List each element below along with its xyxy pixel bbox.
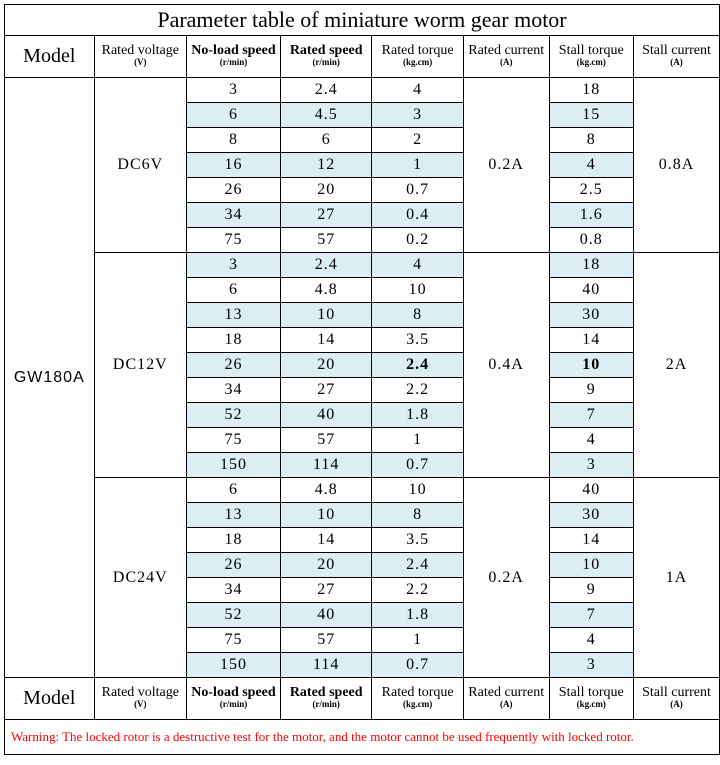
stall-torque-cell: 40 — [549, 478, 633, 503]
rated-torque-cell: 0.7 — [372, 653, 463, 678]
header-col-5 — [549, 678, 633, 720]
stall-torque-cell: 14 — [549, 528, 633, 553]
model-cell: GW180A — [5, 78, 95, 678]
rated-torque-cell: 0.2 — [372, 228, 463, 253]
no-load-speed-cell: 34 — [187, 203, 281, 228]
rated-speed-cell: 6 — [280, 128, 372, 153]
header-col-2 — [280, 36, 372, 78]
header-col-2 — [280, 678, 372, 720]
no-load-speed-cell: 75 — [187, 228, 281, 253]
stall-torque-cell: 10 — [549, 353, 633, 378]
header-unit: (A) — [499, 57, 513, 67]
header-label: Rated speed — [289, 685, 363, 700]
rated-speed-cell: 40 — [280, 403, 372, 428]
header-col-6 — [633, 36, 719, 78]
stall-torque-cell: 30 — [549, 503, 633, 528]
no-load-speed-cell: 8 — [187, 128, 281, 153]
rated-speed-cell: 20 — [280, 178, 372, 203]
no-load-speed-cell: 6 — [187, 278, 281, 303]
no-load-speed-cell: 26 — [187, 553, 281, 578]
no-load-speed-cell: 34 — [187, 378, 281, 403]
rated-torque-cell: 1 — [372, 428, 463, 453]
header-unit: (r/min) — [312, 699, 340, 709]
rated-speed-cell: 20 — [280, 553, 372, 578]
no-load-speed-cell: 6 — [187, 478, 281, 503]
rated-torque-cell: 3.5 — [372, 528, 463, 553]
rated-speed-cell: 27 — [280, 578, 372, 603]
header-unit: (r/min) — [312, 57, 340, 67]
rated-torque-cell: 0.4 — [372, 203, 463, 228]
header-col-1 — [187, 36, 281, 78]
stall-torque-cell: 4 — [549, 153, 633, 178]
header-col-6 — [633, 678, 719, 720]
stall-current-cell: 1A — [633, 478, 719, 678]
header-col-0 — [94, 36, 186, 78]
no-load-speed-cell: 52 — [187, 403, 281, 428]
table-row — [5, 78, 720, 103]
footer-header-row — [5, 678, 720, 720]
stall-torque-cell: 8 — [549, 128, 633, 153]
rated-torque-cell: 2.2 — [372, 578, 463, 603]
header-label: No-load speed — [191, 43, 276, 58]
rated-torque-cell: 10 — [372, 278, 463, 303]
rated-speed-cell: 57 — [280, 228, 372, 253]
no-load-speed-cell: 150 — [187, 453, 281, 478]
header-label: Rated current — [468, 685, 545, 700]
rated-torque-cell: 3.5 — [372, 328, 463, 353]
no-load-speed-cell: 52 — [187, 603, 281, 628]
stall-torque-cell: 1.6 — [549, 203, 633, 228]
header-unit: (A) — [499, 699, 513, 709]
stall-torque-cell: 40 — [549, 278, 633, 303]
rated-voltage-cell: DC6V — [94, 78, 186, 253]
warning-text: Warning: The locked rotor is a destructive test for the motor, and the motor cannot be used frequently with locked rotor. — [5, 720, 720, 755]
stall-torque-cell: 4 — [549, 428, 633, 453]
rated-torque-cell: 4 — [372, 78, 463, 103]
rated-torque-cell: 1 — [372, 628, 463, 653]
rated-speed-cell: 27 — [280, 378, 372, 403]
rated-torque-cell: 8 — [372, 503, 463, 528]
no-load-speed-cell: 18 — [187, 328, 281, 353]
header-unit: (A) — [670, 699, 683, 709]
no-load-speed-cell: 26 — [187, 178, 281, 203]
stall-torque-cell: 4 — [549, 628, 633, 653]
header-label: Rated voltage — [101, 685, 179, 700]
rated-torque-cell: 0.7 — [372, 178, 463, 203]
rated-speed-cell: 2.4 — [280, 253, 372, 278]
stall-torque-cell: 15 — [549, 103, 633, 128]
warning-row — [5, 720, 720, 755]
rated-current-cell: 0.2A — [463, 478, 549, 678]
table-row — [5, 253, 720, 278]
stall-torque-cell: 18 — [549, 78, 633, 103]
stall-torque-cell: 3 — [549, 653, 633, 678]
no-load-speed-cell: 6 — [187, 103, 281, 128]
rated-torque-cell: 10 — [372, 478, 463, 503]
rated-speed-cell: 57 — [280, 628, 372, 653]
rated-speed-cell: 40 — [280, 603, 372, 628]
header-label: Rated current — [468, 43, 545, 58]
stall-torque-cell: 9 — [549, 378, 633, 403]
header-col-3 — [372, 36, 463, 78]
header-col-1 — [187, 678, 281, 720]
rated-torque-cell: 4 — [372, 253, 463, 278]
no-load-speed-cell: 13 — [187, 303, 281, 328]
no-load-speed-cell: 34 — [187, 578, 281, 603]
rated-torque-cell: 2 — [372, 128, 463, 153]
stall-torque-cell: 7 — [549, 403, 633, 428]
header-unit: (kg.cm) — [403, 57, 433, 67]
stall-torque-cell: 3 — [549, 453, 633, 478]
header-unit: (V) — [134, 57, 147, 67]
stall-current-cell: 2A — [633, 253, 719, 478]
rated-torque-cell: 1.8 — [372, 603, 463, 628]
no-load-speed-cell: 75 — [187, 628, 281, 653]
rated-speed-cell: 20 — [280, 353, 372, 378]
header-label: No-load speed — [191, 685, 276, 700]
header-label: Stall current — [642, 43, 711, 58]
stall-current-cell: 0.8A — [633, 78, 719, 253]
no-load-speed-cell: 75 — [187, 428, 281, 453]
table-title: Parameter table of miniature worm gear motor — [5, 5, 720, 36]
header-unit: (V) — [134, 699, 147, 709]
rated-torque-cell: 2.4 — [372, 553, 463, 578]
rated-speed-cell: 10 — [280, 503, 372, 528]
stall-torque-cell: 14 — [549, 328, 633, 353]
no-load-speed-cell: 16 — [187, 153, 281, 178]
header-unit: (kg.cm) — [576, 57, 606, 67]
header-col-0 — [94, 678, 186, 720]
header-unit: (r/min) — [219, 57, 248, 67]
header-unit: (kg.cm) — [576, 699, 606, 709]
header-unit: (r/min) — [219, 699, 248, 709]
rated-speed-cell: 114 — [280, 653, 372, 678]
no-load-speed-cell: 18 — [187, 528, 281, 553]
rated-torque-cell: 2.2 — [372, 378, 463, 403]
rated-speed-cell: 4.8 — [280, 478, 372, 503]
rated-torque-cell: 0.7 — [372, 453, 463, 478]
rated-voltage-cell: DC12V — [94, 253, 186, 478]
stall-torque-cell: 0.8 — [549, 228, 633, 253]
header-model: Model — [5, 36, 95, 78]
table-row — [5, 478, 720, 503]
rated-speed-cell: 12 — [280, 153, 372, 178]
header-label: Rated torque — [381, 43, 454, 58]
header-label: Rated speed — [289, 43, 363, 58]
rated-speed-cell: 10 — [280, 303, 372, 328]
header-row — [5, 36, 720, 78]
rated-speed-cell: 57 — [280, 428, 372, 453]
stall-torque-cell: 10 — [549, 553, 633, 578]
header-label: Stall current — [642, 685, 711, 700]
stall-torque-cell: 9 — [549, 578, 633, 603]
no-load-speed-cell: 3 — [187, 253, 281, 278]
rated-voltage-cell: DC24V — [94, 478, 186, 678]
no-load-speed-cell: 3 — [187, 78, 281, 103]
rated-torque-cell: 8 — [372, 303, 463, 328]
header-unit: (kg.cm) — [403, 699, 433, 709]
rated-torque-cell: 1.8 — [372, 403, 463, 428]
rated-speed-cell: 27 — [280, 203, 372, 228]
no-load-speed-cell: 13 — [187, 503, 281, 528]
rated-speed-cell: 14 — [280, 528, 372, 553]
no-load-speed-cell: 150 — [187, 653, 281, 678]
header-label: Stall torque — [558, 685, 624, 700]
header-col-4 — [463, 678, 549, 720]
stall-torque-cell: 30 — [549, 303, 633, 328]
footer-header-model: Model — [5, 678, 95, 720]
header-label: Rated torque — [381, 685, 454, 700]
rated-current-cell: 0.2A — [463, 78, 549, 253]
rated-torque-cell: 2.4 — [372, 353, 463, 378]
header-unit: (A) — [670, 57, 683, 67]
stall-torque-cell: 7 — [549, 603, 633, 628]
rated-speed-cell: 2.4 — [280, 78, 372, 103]
no-load-speed-cell: 26 — [187, 353, 281, 378]
rated-speed-cell: 4.8 — [280, 278, 372, 303]
stall-torque-cell: 2.5 — [549, 178, 633, 203]
header-col-4 — [463, 36, 549, 78]
rated-speed-cell: 14 — [280, 328, 372, 353]
header-label: Stall torque — [558, 43, 624, 58]
rated-speed-cell: 114 — [280, 453, 372, 478]
header-col-5 — [549, 36, 633, 78]
rated-torque-cell: 1 — [372, 153, 463, 178]
parameter-table — [4, 4, 720, 755]
rated-torque-cell: 3 — [372, 103, 463, 128]
rated-speed-cell: 4.5 — [280, 103, 372, 128]
header-col-3 — [372, 678, 463, 720]
stall-torque-cell: 18 — [549, 253, 633, 278]
header-label: Rated voltage — [101, 43, 179, 58]
rated-current-cell: 0.4A — [463, 253, 549, 478]
